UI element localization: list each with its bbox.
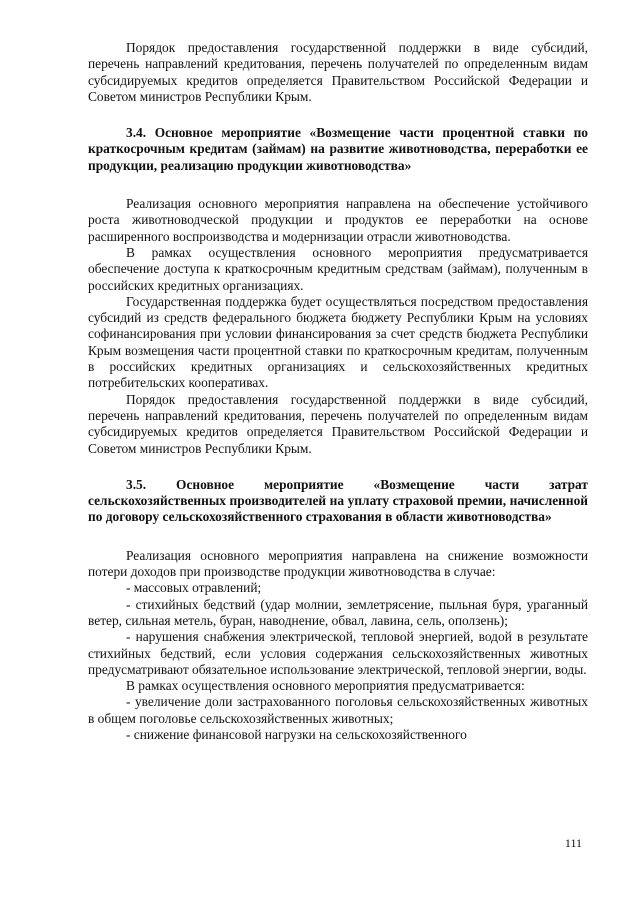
paragraph: В рамках осуществления основного мероприятия предусматривается:: [126, 678, 525, 694]
section-heading-3-5: 3.5. Основное мероприятие «Возмещение части затрат сельскохозяйственных производителей на уплату страховой премии, начисленной по договору сельскохозяйственного страхования в области животноводства»: [88, 476, 588, 525]
list-item: - снижение финансовой нагрузки на сельскохозяйственного: [126, 726, 467, 742]
list-item: - увеличение доли застрахованного поголовья сельскохозяйственных животных в общем поголовье сельскохозяйственных животных;: [88, 694, 588, 726]
section-heading-3-4: 3.4. Основное мероприятие «Возмещение части процентной ставки по краткосрочным кредитам (займам) на развитие животноводства, переработки ее продукции, реализацию продукции животноводства»: [88, 125, 588, 173]
list-item: - массовых отравлений;: [126, 580, 262, 596]
paragraph: В рамках осуществления основного мероприятия предусматривается обеспечение доступа к краткосрочным кредитным средствам (займам), полученным в российских кредитных организациях.: [88, 244, 588, 293]
list-item: - нарушения снабжения электрической, тепловой энергией, водой в результате стихийных бедствий, если условия содержания сельскохозяйственных животных предусматривают обязательное использование электрической, тепловой энергии, воды.: [88, 629, 588, 677]
paragraph: Реализация основного мероприятия направлена на снижение возможности потери доходов при производстве продукции животноводства в случае:: [88, 547, 588, 580]
document-page: [88, 40, 588, 743]
paragraph: Государственная поддержка будет осуществляться посредством предоставления субсидий из средств федерального бюджета бюджету Республики Крым на условиях софинансирования при условии финансирования за счет средств бюджета Республики Крым возмещения части процентной ставки по краткосрочным кредитам, полученным в российских кредитных организациях и сельскохозяйственных кредитных потребительских кооперативах.: [88, 293, 588, 391]
list-item: - стихийных бедствий (удар молнии, землетрясение, пыльная буря, ураганный ветер, сильная метель, буран, наводнение, обвал, лавина, сель, оползень);: [88, 596, 588, 628]
paragraph: Порядок предоставления государственной поддержки в виде субсидий, перечень направлений кредитования, перечень получателей по определенным видам субсидируемых кредитов определяется Правительством Российской Федерации и Советом министров Республики Крым.: [88, 40, 588, 104]
paragraph: Порядок предоставления государственной поддержки в виде субсидий, перечень направлений кредитования, перечень получателей по определенным видам субсидируемых кредитов определяется Правительством Российской Федерации и Советом министров Республики Крым.: [88, 391, 588, 456]
paragraph: Реализация основного мероприятия направлена на обеспечение устойчивого роста животноводческой продукции и продуктов ее переработки на основе расширенного воспроизводства и модернизации отрасли животноводства.: [88, 196, 588, 244]
page-number: 111: [564, 836, 582, 850]
